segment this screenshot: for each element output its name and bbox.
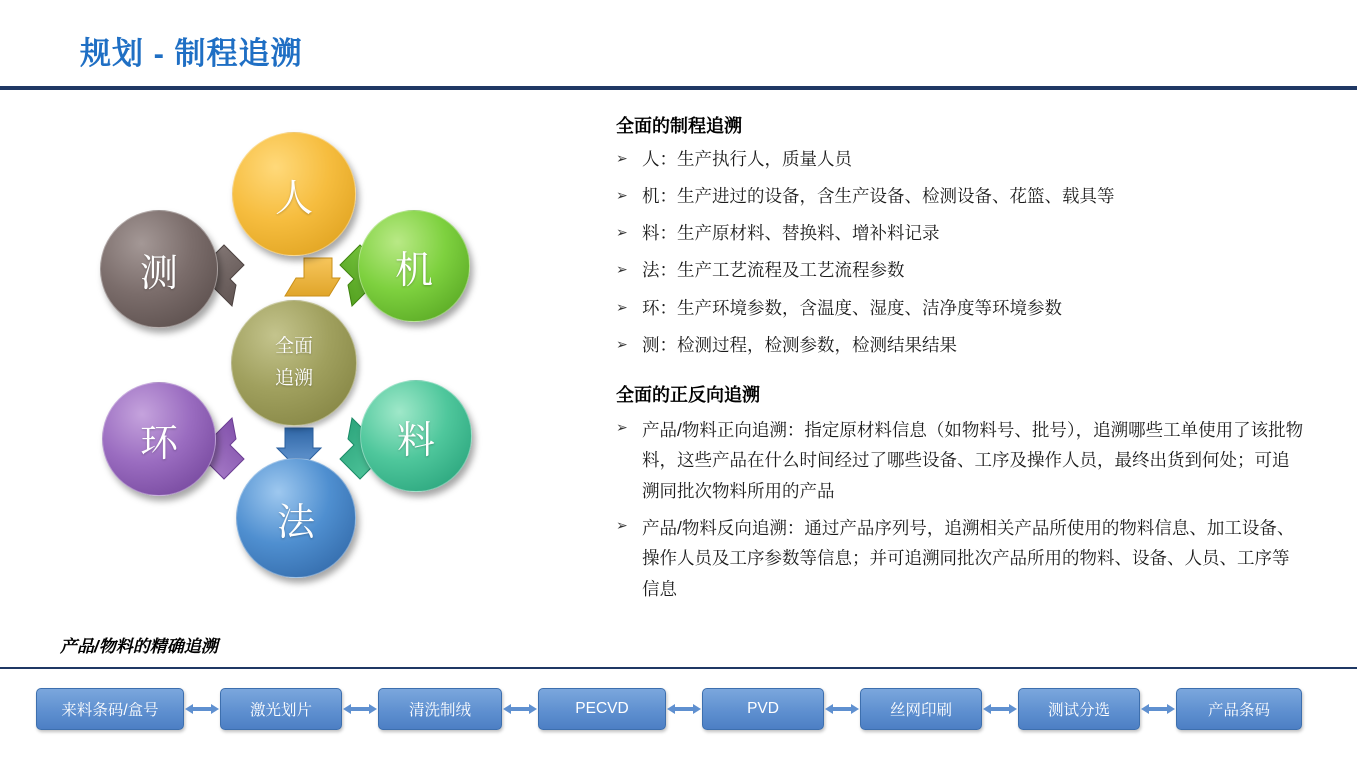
flow-arrow-icon xyxy=(982,702,1018,716)
list-item xyxy=(616,146,1306,173)
bubble-node-ji[interactable]: 机 xyxy=(358,210,470,322)
flow-arrow-icon xyxy=(1140,702,1176,716)
arrow-bullet-icon: ➢ xyxy=(616,335,628,352)
bubble-node-liao[interactable]: 料 xyxy=(360,380,472,492)
list-item xyxy=(616,295,1306,322)
traceability-bubble-diagram xyxy=(60,110,560,610)
flow-node[interactable]: 测试分选 xyxy=(1018,688,1140,730)
flow-arrow-icon xyxy=(666,702,702,716)
bubble-node-center[interactable] xyxy=(231,300,357,426)
list-item xyxy=(616,415,1306,507)
arrow-up-icon xyxy=(285,258,340,296)
arrow-bullet-icon: ➢ xyxy=(616,298,628,315)
list-item xyxy=(616,183,1306,210)
list-item-label: 料：生产原材料、替换料、增补料记录 xyxy=(642,223,940,244)
center-label-line2: 追溯 xyxy=(274,368,313,389)
arrow-bullet-icon: ➢ xyxy=(616,516,628,533)
arrow-bullet-icon: ➢ xyxy=(616,224,628,241)
flow-section-title: 产品/物料的精确追溯 xyxy=(60,637,218,656)
list-item xyxy=(616,220,1306,247)
flow-node[interactable]: 产品条码 xyxy=(1176,688,1302,730)
bubble-node-huan[interactable]: 环 xyxy=(102,382,216,496)
flow-divider xyxy=(0,667,1357,669)
bubble-node-ren[interactable]: 人 xyxy=(232,132,356,256)
flow-arrow-icon xyxy=(502,702,538,716)
arrow-bullet-icon: ➢ xyxy=(616,418,628,435)
page-header xyxy=(0,0,1357,86)
flow-node[interactable]: 丝网印刷 xyxy=(860,688,982,730)
section-title-full-trace: 全面的制程追溯 xyxy=(616,116,742,136)
list-item-label: 法：生产工艺流程及工艺流程参数 xyxy=(642,260,905,281)
list-item xyxy=(616,257,1306,284)
flow-node[interactable]: 激光划片 xyxy=(220,688,342,730)
arrow-bullet-icon: ➢ xyxy=(616,187,628,204)
list-item xyxy=(616,332,1306,359)
process-flow xyxy=(36,686,1326,732)
flow-node[interactable]: 来料条码/盒号 xyxy=(36,688,184,730)
center-label-line1: 全面 xyxy=(274,335,313,357)
list-item-label: 测：检测过程，检测参数，检测结果结果 xyxy=(642,334,957,355)
page-title: 规划 - 制程追溯 xyxy=(80,36,303,71)
flow-node[interactable]: PVD xyxy=(702,688,824,730)
flow-arrow-icon xyxy=(824,702,860,716)
flow-node[interactable]: PECVD xyxy=(538,688,666,730)
arrow-bullet-icon: ➢ xyxy=(616,261,628,278)
bubble-node-ce[interactable]: 测 xyxy=(100,210,218,328)
traceability-description xyxy=(616,112,1306,611)
header-divider xyxy=(0,86,1357,90)
flow-arrow-icon xyxy=(184,702,220,716)
list-item-label: 产品/物料反向追溯：通过产品序列号，追溯相关产品所使用的物料信息、加工设备、操作人员及工序参数等信息；并可追溯同批次产品所用的物料、设备、人员、工序等信息 xyxy=(642,517,1295,599)
flow-node[interactable]: 清洗制绒 xyxy=(378,688,502,730)
list-item-label: 环：生产环境参数，含温度、湿度、洁净度等环境参数 xyxy=(642,297,1062,318)
list-item-label: 产品/物料正向追溯：指定原材料信息（如物料号、批号），追溯哪些工单使用了该批物料，这些产品在什么时间经过了哪些设备、工序及操作人员，最终出货到何处；可追溯同批次物料所用的产品 xyxy=(642,419,1304,501)
list-item-label: 人：生产执行人，质量人员 xyxy=(642,149,852,169)
section-title-bidirectional-trace: 全面的正反向追溯 xyxy=(616,384,760,405)
list-item xyxy=(616,513,1306,605)
flow-arrow-icon xyxy=(342,702,378,716)
bubble-node-fa[interactable]: 法 xyxy=(236,458,356,578)
arrow-bullet-icon: ➢ xyxy=(616,150,628,166)
list-item-label: 机：生产进过的设备，含生产设备、检测设备、花篮、载具等 xyxy=(642,186,1115,207)
